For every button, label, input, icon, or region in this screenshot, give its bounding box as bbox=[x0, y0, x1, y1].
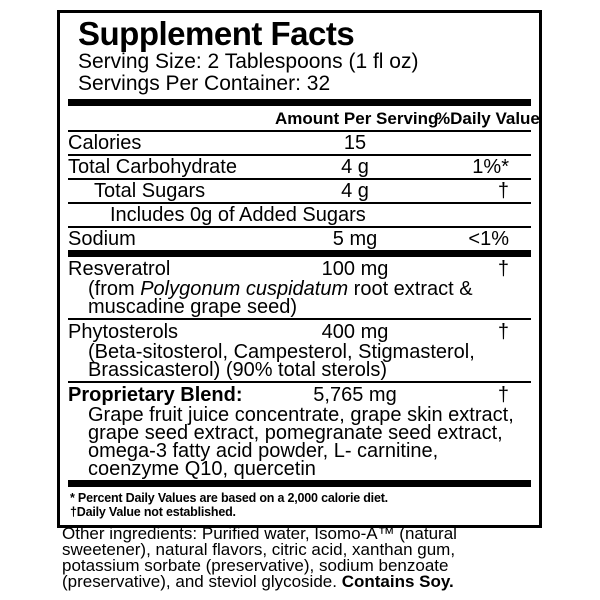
nutrient-name: Total Sugars bbox=[94, 180, 206, 202]
row-calories bbox=[68, 132, 531, 156]
nutrient-amount: 15 bbox=[343, 132, 367, 154]
row-proprietary-blend bbox=[68, 383, 531, 480]
nutrient-amount: 5 mg bbox=[332, 228, 378, 250]
row-added-sugars bbox=[68, 204, 531, 228]
serving-size-text: Serving Size: 2 Tablespoons (1 fl oz) bbox=[78, 50, 419, 73]
contains-soy-text: Contains Soy. bbox=[341, 572, 454, 591]
nutrient-description-line: muscadine grape seed) bbox=[88, 296, 298, 318]
footnote-daily-values: * Percent Daily Values are based on a 2,000 calorie diet. bbox=[70, 491, 388, 505]
row-phytosterols bbox=[68, 320, 531, 383]
nutrient-description-line: (Beta-sitosterol, Campesterol, Stigmasterol, bbox=[88, 341, 475, 363]
nutrient-name: Proprietary Blend: bbox=[68, 384, 243, 406]
other-ingredients-last-line: (preservative), and steviol glycoside. bbox=[62, 572, 342, 591]
nutrient-name: Sodium bbox=[68, 228, 136, 250]
nutrient-name: Calories bbox=[68, 132, 142, 154]
nutrient-amount: 4 g bbox=[341, 180, 369, 202]
panel-title: Supplement Facts bbox=[78, 15, 355, 52]
nutrient-dv: <1% bbox=[468, 228, 509, 250]
desc-species-italic: Polygonum cuspidatum bbox=[140, 278, 349, 300]
other-ingredients-line bbox=[62, 574, 457, 590]
nutrient-dv: 1%* bbox=[472, 156, 509, 178]
nutrient-dv: † bbox=[497, 384, 509, 406]
nutrient-amount: 400 mg bbox=[321, 321, 389, 343]
nutrient-amount: 100 mg bbox=[321, 258, 389, 280]
row-total-carbohydrate bbox=[68, 156, 531, 180]
row-total-sugars bbox=[68, 180, 531, 204]
nutrient-description-line: omega-3 fatty acid powder, L- carnitine, bbox=[88, 440, 439, 462]
nutrient-description-line: coenzyme Q10, quercetin bbox=[88, 458, 316, 480]
nutrient-name: Total Carbohydrate bbox=[68, 156, 237, 178]
other-ingredients-line: potassium sorbate (preservative), sodium benzoate bbox=[62, 556, 449, 575]
daily-value-header: %Daily Value bbox=[435, 109, 540, 128]
nutrient-description-line: grape seed extract, pomegranate seed extract, bbox=[88, 422, 503, 444]
column-header-row bbox=[68, 106, 540, 132]
nutrient-amount: 5,765 mg bbox=[313, 384, 397, 406]
row-resveratrol bbox=[68, 257, 531, 320]
thick-rule-bottom bbox=[68, 480, 531, 487]
footnote-dv-not-established: †Daily Value not established. bbox=[70, 505, 236, 519]
nutrient-name: Phytosterols bbox=[68, 321, 179, 343]
thick-rule-top bbox=[68, 99, 531, 106]
other-ingredients-line: sweetener), natural flavors, citric acid, xanthan gum, bbox=[62, 540, 456, 559]
servings-per-container-text: Servings Per Container: 32 bbox=[78, 72, 331, 95]
supplement-facts-panel bbox=[57, 10, 542, 528]
other-ingredients-text bbox=[62, 526, 457, 590]
nutrient-description-line: Brassicasterol) (90% total sterols) bbox=[88, 359, 387, 381]
nutrient-dv: † bbox=[497, 258, 509, 280]
other-ingredients-line: Other ingredients: Purified water, Isomo-A™ (natural bbox=[62, 524, 457, 543]
desc-suffix: root extract & bbox=[348, 278, 473, 300]
footnotes bbox=[68, 487, 531, 522]
desc-prefix: (from bbox=[88, 278, 141, 300]
thick-rule-middle bbox=[68, 250, 531, 257]
row-sodium bbox=[68, 228, 531, 250]
nutrient-name: Includes 0g of Added Sugars bbox=[110, 204, 366, 226]
amount-per-serving-header: Amount Per Serving bbox=[275, 109, 439, 128]
nutrient-name: Resveratrol bbox=[68, 258, 171, 280]
nutrient-dv: † bbox=[497, 180, 509, 202]
nutrient-amount: 4 g bbox=[341, 156, 369, 178]
nutrient-description-line: Grape fruit juice concentrate, grape skin extract, bbox=[88, 404, 514, 426]
nutrient-dv: † bbox=[497, 321, 509, 343]
